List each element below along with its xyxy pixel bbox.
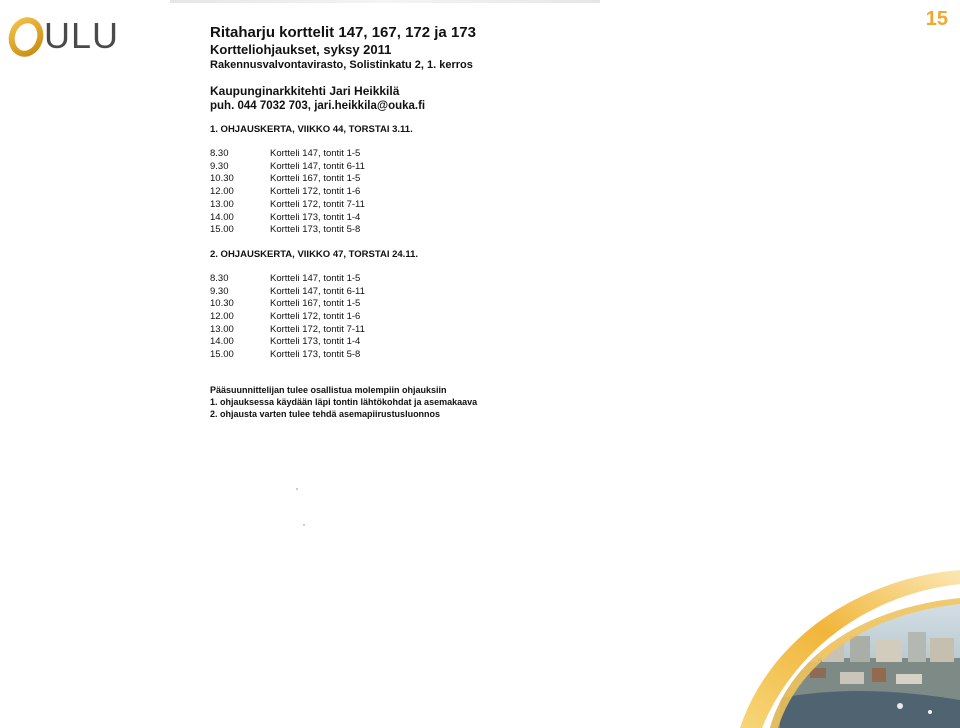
schedule-time: 8.30	[210, 148, 229, 159]
schedule-time: 13.00	[210, 323, 234, 335]
schedule-row	[210, 273, 670, 286]
scan-speck	[296, 488, 298, 490]
city-photo-swoosh-image	[700, 568, 960, 728]
schedule-text: Kortteli 173, tontit 5-8	[270, 349, 361, 361]
schedule-time: 13.00	[210, 198, 234, 210]
schedule-time: 15.00	[210, 349, 234, 361]
document-title: Ritaharju korttelit 147, 167, 172 ja 173	[210, 24, 476, 41]
session-heading: 1. OHJAUSKERTA, VIIKKO 44, TORSTAI 3.11.	[210, 124, 413, 135]
schedule-row	[210, 336, 670, 349]
session-1	[210, 124, 670, 237]
schedule-text: Kortteli 147, tontit 1-5	[270, 272, 361, 284]
page-number: 15	[925, 8, 948, 30]
schedule-row	[210, 311, 670, 324]
schedule-time: 15.00	[210, 224, 234, 236]
notes-block	[210, 384, 670, 420]
contact-name: Kaupunginarkkitehti Jari Heikkilä	[210, 84, 400, 98]
schedule-row	[210, 349, 670, 362]
schedule-text: Kortteli 173, tontit 1-4	[270, 336, 361, 348]
schedule-text: Kortteli 173, tontit 5-8	[270, 224, 361, 236]
logo-text: ULU	[44, 15, 120, 56]
schedule-time: 9.30	[210, 160, 229, 172]
schedule-text: Kortteli 172, tontit 7-11	[270, 323, 365, 335]
schedule-time: 12.00	[210, 186, 234, 198]
document-location: Rakennusvalvontavirasto, Solistinkatu 2, 1. kerros	[210, 59, 473, 71]
schedule-text: Kortteli 172, tontit 7-11	[270, 198, 365, 210]
schedule-row	[210, 286, 670, 299]
oulu-logo	[6, 12, 119, 60]
note-line: Pääsuunnittelijan tulee osallistua molempiin ohjauksiin	[210, 384, 447, 395]
scan-speck	[303, 524, 305, 526]
document-content	[210, 24, 670, 420]
session-2	[210, 249, 670, 362]
contact-block	[210, 83, 670, 114]
schedule-row	[210, 224, 670, 237]
top-decorative-bar	[170, 0, 600, 3]
schedule-row	[210, 148, 670, 161]
schedule-time: 12.00	[210, 311, 234, 323]
schedule-row	[210, 186, 670, 199]
session-heading: 2. OHJAUSKERTA, VIIKKO 47, TORSTAI 24.11.	[210, 248, 419, 260]
schedule-row	[210, 324, 670, 337]
schedule-text: Kortteli 147, tontit 6-11	[270, 160, 365, 172]
schedule-row	[210, 212, 670, 225]
oulu-logo-o-icon	[6, 14, 46, 58]
schedule-text: Kortteli 172, tontit 1-6	[270, 186, 361, 198]
schedule-time: 9.30	[210, 285, 229, 297]
contact-phone: puh. 044 7032 703, jari.heikkila@ouka.fi	[210, 100, 426, 112]
schedule-text: Kortteli 167, tontit 1-5	[270, 173, 361, 185]
schedule-text: Kortteli 173, tontit 1-4	[270, 211, 361, 223]
schedule-text: Kortteli 147, tontit 1-5	[270, 148, 361, 159]
schedule-time: 14.00	[210, 211, 234, 223]
schedule-time: 10.30	[210, 173, 234, 185]
schedule-list	[210, 148, 670, 237]
schedule-row	[210, 173, 670, 186]
schedule-list	[210, 273, 670, 362]
schedule-text: Kortteli 167, tontit 1-5	[270, 298, 361, 310]
schedule-text: Kortteli 147, tontit 6-11	[270, 285, 365, 297]
schedule-time: 8.30	[210, 272, 229, 284]
note-line: 2. ohjausta varten tulee tehdä asemapiirustusluonnos	[210, 408, 441, 419]
schedule-text: Kortteli 172, tontit 1-6	[270, 311, 361, 323]
schedule-row	[210, 199, 670, 212]
document-subtitle: Kortteliohjaukset, syksy 2011	[210, 42, 392, 57]
schedule-time: 10.30	[210, 298, 234, 310]
note-line: 1. ohjauksessa käydään läpi tontin lähtökohdat ja asemakaava	[210, 396, 478, 407]
schedule-row	[210, 161, 670, 174]
schedule-time: 14.00	[210, 336, 234, 348]
schedule-row	[210, 298, 670, 311]
